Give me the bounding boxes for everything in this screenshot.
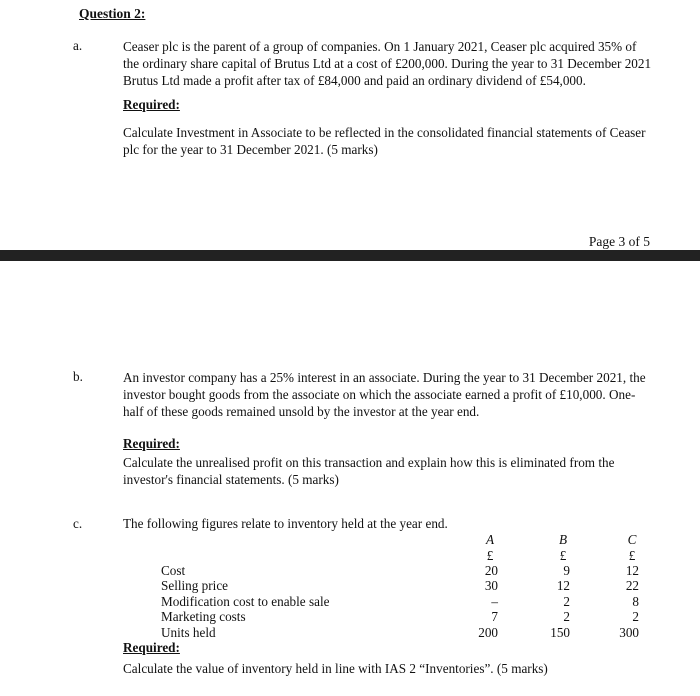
cell-marketing-b: 2 <box>563 609 570 624</box>
row-label-selling-price: Selling price <box>161 578 229 593</box>
row-label-marketing-costs: Marketing costs <box>161 609 246 624</box>
part-c-task: Calculate the value of inventory held in line with IAS 2 “Inventories”. (5 marks) <box>123 661 548 676</box>
part-a-task-line: plc for the year to 31 December 2021. (5 marks) <box>123 142 378 157</box>
cell-cost-b: 9 <box>563 563 570 578</box>
part-a-text <box>123 38 653 89</box>
cell-selling-c: 22 <box>625 578 639 593</box>
column-header-b: B <box>558 532 568 547</box>
cell-units-a: 200 <box>478 625 498 640</box>
cell-marketing-a: 7 <box>491 609 498 624</box>
part-a-line: Brutus Ltd made a profit after tax of £84,000 and paid an ordinary dividend of £54,000. <box>123 73 586 88</box>
part-b-task <box>123 454 653 488</box>
part-b-line: half of these goods remained unsold by the investor at the year end. <box>123 404 480 419</box>
part-b-marker: b. <box>73 369 83 384</box>
cell-cost-a: 20 <box>484 563 498 578</box>
row-label-units-held: Units held <box>161 625 216 640</box>
part-a-task <box>123 124 653 158</box>
cell-selling-b: 12 <box>556 578 570 593</box>
currency-c: £ <box>628 548 636 563</box>
cell-modification-c: 8 <box>632 594 639 609</box>
cell-marketing-c: 2 <box>632 609 639 624</box>
page-number: Page 3 of 5 <box>588 234 650 249</box>
part-b-required-label: Required: <box>123 436 180 451</box>
part-a-marker: a. <box>73 38 83 53</box>
cell-selling-a: 30 <box>484 578 498 593</box>
row-label-modification-cost: Modification cost to enable sale <box>161 594 330 609</box>
cell-units-b: 150 <box>550 625 570 640</box>
part-b-task-line: Calculate the unrealised profit on this transaction and explain how this is eliminated from the <box>123 455 615 470</box>
part-a-required-label: Required: <box>123 97 180 112</box>
page-break-divider <box>0 250 700 261</box>
cell-modification-a: – <box>491 594 498 609</box>
cell-modification-b: 2 <box>563 594 570 609</box>
cell-units-c: 300 <box>619 625 639 640</box>
currency-a: £ <box>486 548 494 563</box>
part-a-line: the ordinary share capital of Brutus Ltd at a cost of £200,000. During the year to 31 December 2021 <box>123 56 652 71</box>
part-c-intro: The following figures relate to inventory held at the year end. <box>123 516 448 531</box>
part-c-marker: c. <box>73 516 83 531</box>
part-a-task-line: Calculate Investment in Associate to be reflected in the consolidated financial statements of Ceaser <box>123 125 646 140</box>
question-heading: Question 2: <box>79 6 146 21</box>
part-c-required-label: Required: <box>123 640 180 655</box>
part-b-task-line: investor's financial statements. (5 marks) <box>123 472 339 487</box>
column-header-c: C <box>627 532 637 547</box>
currency-b: £ <box>559 548 567 563</box>
row-label-cost: Cost <box>161 563 186 578</box>
cell-cost-c: 12 <box>625 563 639 578</box>
part-b-line: An investor company has a 25% interest in an associate. During the year to 31 December 2021, the <box>123 370 646 385</box>
part-b-line: investor bought goods from the associate on which the associate earned a profit of £10,000. One- <box>123 387 636 402</box>
part-b-text <box>123 369 653 420</box>
part-a-line: Ceaser plc is the parent of a group of companies. On 1 January 2021, Ceaser plc acquired 35% of <box>123 39 637 54</box>
column-header-a: A <box>485 532 495 547</box>
